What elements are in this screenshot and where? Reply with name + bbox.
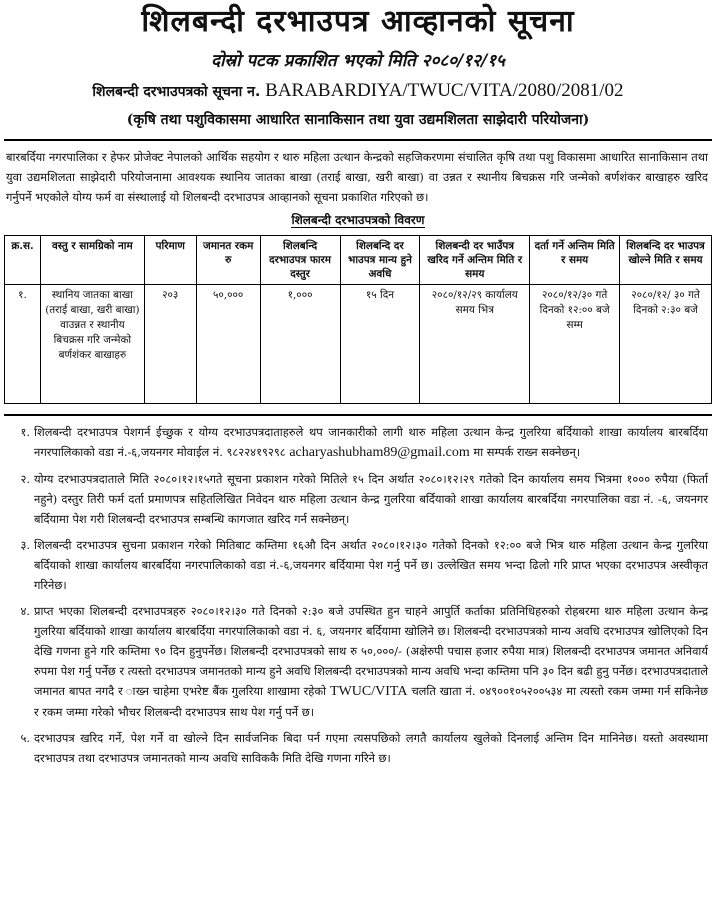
notice-number-label: शिलबन्दी दरभाउपत्रको सूचना न. <box>92 84 261 100</box>
table-cell: २०८०/१२/२९ कार्यालय समय भित्र <box>420 285 530 404</box>
table-cell: ५०,००० <box>196 285 260 404</box>
table-cell: १. <box>5 285 41 404</box>
table-cell: २०८०/१२/३० गते दिनको १२:०० बजे सम्म <box>530 285 620 404</box>
term-text: शिलबन्दी दरभाउपत्र सुचना प्रकाशन गरेको मितिबाट कम्तिमा १६औ दिन अर्थात २०८०।१२।३० गतेको दिनको १२:०० बजे भित्र थारु महिला उत्थान केन्द्र गुलरिया बर्दियाको शाखा कार्यालय बारबर्दिया नगरपालिकाको वडा नं.-६,जयनगर बर्दियामा पेश गर्नु पर्ने छ। उल्लेखित समय भन्दा ढिलो गरि प्राप्त भएका दरभाउपत्र अस्वीकृत गरिनेछ। <box>34 538 708 592</box>
term-number: ३. <box>20 538 30 552</box>
header-cell: शिलबन्दि दर भाउपत्र खोल्ने मिति र समय <box>620 236 712 285</box>
term-item <box>4 535 712 595</box>
term-number: ४. <box>20 604 30 618</box>
header-cell: शिलबन्दि दरभाउपत्र फारम दस्तुर <box>260 236 340 285</box>
table-cell: २०८०/१२/ ३० गते दिनको २:३० बजे <box>620 285 712 404</box>
header-cell: जमानत रकम रु <box>196 236 260 285</box>
term-text-part: शिलबन्दी दरभाउपत्र पेशगर्न ईच्छुक र योग्य दरभाउपत्रदाताहरुले थप जानकारीको लागी थारु महिला उत्थान केन्द्र गुलरिया बर्दियाको शाखा कार्यालय बारबर्दिया नगरपालिकाको वडा नं.-६,जयनगर मोवाईल नं. ९८२२४१९२९८ <box>34 425 708 459</box>
term-text-part: मा सम्पर्क राख्न सक्नेछन्। <box>473 445 581 459</box>
table-caption <box>0 211 716 229</box>
header-divider <box>4 139 712 141</box>
term-text: दरभाउपत्र खरिद गर्ने, पेश गर्ने वा खोल्ने दिन सार्वजनिक बिदा पर्न गएमा त्यसपछिको लगतै कार्यालय खुलेको दिनलाई अन्तिम दिन मानिनेछ। यस्तो अवस्थामा दरभाउपत्र तथा दरभाउपत्र जमानतको मान्य अवधि साविककै मिति देखि गणना गरिने छ। <box>34 731 708 765</box>
term-text-part: प्राप्त भएका शिलबन्दी दरभाउपत्रहरु २०८०।१२।३० गते दिनको २:३० बजे उपस्थित हुन चाहने आपुर्ति कर्ताका प्रतिनिधिहरुको रोहबरमा थारु महिला उत्थान केन्द्र गुलरिया बर्दियाको शाखा कार्यालय बारबर्दिया नगरपालिकाको वडा नं. ६, जयनगर बर्दियामा खोलिने छ। शिलबन्दी दरभाउपत्रको मान्य अवधि दरभाउपत्र खोलिएको दिन देखि गणना हुने गरि कम्तिमा ९० दिन हुनुपर्नेछ। शिलबन्दी दरभाउपत्रको साथ रु ५०,०००/- (अक्षेरुपी पचास हजार रुपैया मात्र) शिलबन्दी दरभाउपत्र जमानत अनिवार्य रुपमा पेश गर्नु पर्नेछ र त्यस्तो दरभाउपत्र जमानतको मान्य हुने अवधि शिलबन्दी दरभाउपत्रको मान्य अवधि भन्दा कम्तिमा पनि ३० दिन बढी हुनु पर्नेछ। दरभाउपत्रदाताले जमानत बापत नगदै र ाख्न चाहेमा एभरेष्ट बैंक गुलरिया शाखामा रहेको <box>34 604 708 698</box>
table-caption-text: शिलबन्दी दरभाउपत्रको विवरण <box>291 213 425 227</box>
term-number: ५. <box>20 731 30 745</box>
header-cell: शिलबन्दि दर भाउपत्र मान्य हुने अवधि <box>340 236 420 285</box>
notice-number <box>0 80 716 103</box>
term-text-part: चलति खाता नं. ०४९००१०५२००५३४ मा त्यस्तो रकम जम्मा गर्न सकिनेछ र रकम जम्मा गरेको भौचर शिलबन्दी दरभाउपत्र साथ पेश गर्नु पर्ने छ। <box>34 684 709 719</box>
intro-paragraph: बारबर्दिया नगरपालिका र हेफर प्रोजेक्ट नेपालको आर्थिक सहयोग र थारु महिला उत्थान केन्द्रको सहजिकरणमा संचालित कृषि तथा पशु विकासमा आधारित सानाकिसान तथा युवा उद्यमशिलता साझेदारी परियोजनामा आवश्यक स्थानिय जातका बाखा (तराई बाखा, खरी बाखा) वा उन्नत र स्थानीय बिचक्रस गरि जन्मेको बर्णशंकर बाखाहरु खरिद गर्नुपर्ने भएकोले योग्य फर्म वा संस्थालाई यो शिलबन्दी दरभाउपत्र आव्हानको सूचना प्रकाशित गरिएको छ। <box>6 150 708 204</box>
table-cell: २०३ <box>144 285 196 404</box>
terms-list <box>4 414 712 768</box>
table-header-row <box>5 236 712 285</box>
header-cell: शिलबन्दी दर भाउँपत्र खरिद गर्ने अन्तिम मिति र समय <box>420 236 530 285</box>
notice-number-code: BARABARDIYA/TWUC/VITA/2080/2081/02 <box>265 80 624 101</box>
term-item <box>4 469 712 529</box>
term-item <box>4 728 712 768</box>
header-cell: वस्तु र सामग्रिको नाम <box>40 236 144 285</box>
tender-details-table <box>4 235 712 404</box>
table-cell: स्थानिय जातका बाखा (तराई बाखा, खरी बाखा) वाउन्नत र स्थानीय बिचक्रस गरि जन्मेको बर्णशंकर बाखाहरु <box>40 285 144 404</box>
table-cell: १,००० <box>260 285 340 404</box>
header-cell: क्र.स. <box>5 236 41 285</box>
term-text <box>34 601 712 722</box>
term-text: योग्य दरभाउपत्रदाताले मिति २०८०।१२।१५गते सूचना प्रकाशन गरेको मितिले १५ दिन अर्थात २०८०।१२।२९ गतेको दिन कार्यालय समय भित्रमा १००० रुपैया (फिर्ता नहुने) दस्तुर तिरी फर्म दर्ता प्रमाणपत्र सहितलिखित निवेदन थारु महिला उत्थान केन्द्र गुलरिया बर्दियाको शाखा कार्यालय बारबर्दिया नगरपालिका वडा नं. -६, जयनगर बर्दियामा पेश गरी शिलबन्दी दरभाउपत्र सम्बन्धि कागजात खरिद गर्न सक्नेछन्। <box>34 472 708 526</box>
contact-email: acharyashubham89@gmail.com <box>289 445 470 460</box>
publish-date: दोस्रो पटक प्रकाशित भएको मिति २०८०/१२/१५ <box>211 51 505 71</box>
table-cell: १५ दिन <box>340 285 420 404</box>
term-text <box>34 422 712 463</box>
header-cell: दर्ता गर्ने अन्तिम मिति र समय <box>530 236 620 285</box>
term-number: १. <box>20 425 30 439</box>
term-number: २. <box>20 472 30 486</box>
project-name: (कृषि तथा पशुविकासमा आधारित सानाकिसान तथा युवा उद्यमशिलता साझेदारी परियोजना) <box>126 112 590 128</box>
table-row <box>5 285 712 404</box>
account-code: TWUC/VITA <box>330 684 408 699</box>
header-cell: परिमाण <box>144 236 196 285</box>
term-item <box>4 422 712 463</box>
notice-title: शिलबन्दी दरभाउपत्र आव्हानको सूचना <box>141 4 575 39</box>
term-item <box>4 601 712 722</box>
